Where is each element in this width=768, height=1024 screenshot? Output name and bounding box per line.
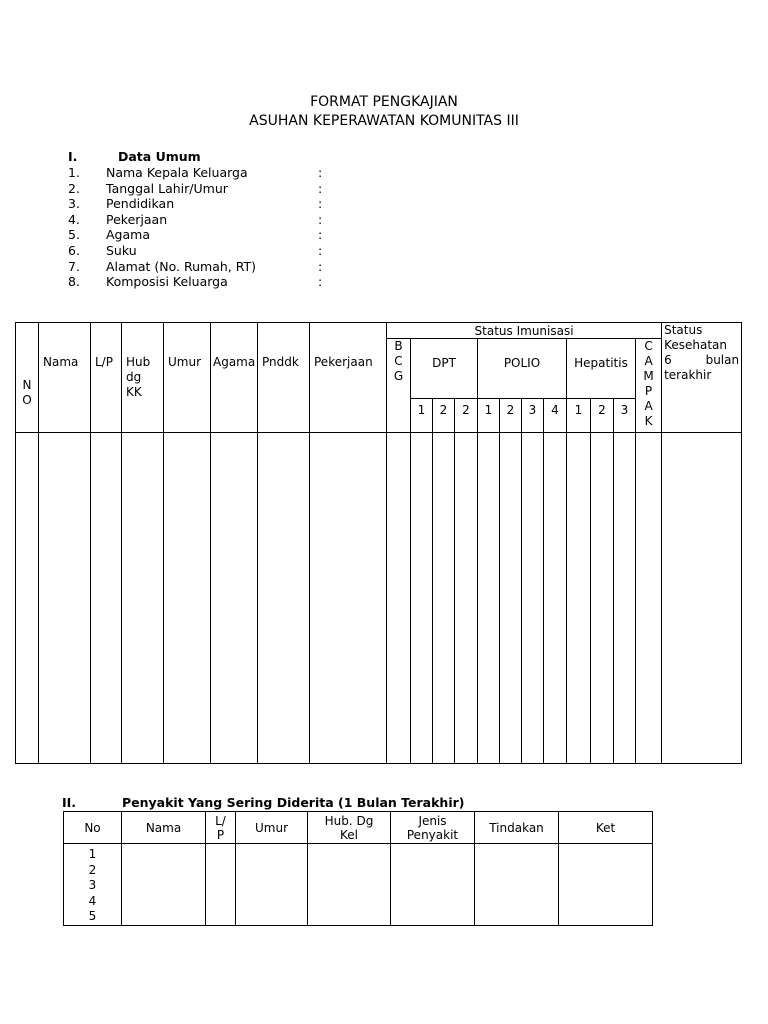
table-cell[interactable] bbox=[387, 433, 411, 764]
table-cell[interactable] bbox=[522, 433, 544, 764]
table-cell[interactable] bbox=[122, 433, 164, 764]
table-cell[interactable] bbox=[478, 433, 500, 764]
item-number: 6. bbox=[68, 242, 80, 258]
item-number: 7. bbox=[68, 258, 80, 274]
header-agama: Agama bbox=[211, 323, 258, 433]
table-cell[interactable] bbox=[559, 844, 653, 926]
header-no: No bbox=[64, 812, 122, 844]
header-dpt-2: 2 bbox=[433, 399, 455, 433]
form-subtitle: ASUHAN KEPERAWATAN KOMUNITAS III bbox=[249, 113, 519, 129]
header-pekerjaan: Pekerjaan bbox=[310, 323, 387, 433]
header-polio-4: 4 bbox=[544, 399, 567, 433]
item-label: Pekerjaan bbox=[106, 211, 168, 227]
section-heading bbox=[68, 149, 328, 165]
list-item bbox=[68, 274, 328, 290]
table-cell[interactable] bbox=[164, 433, 211, 764]
table-cell[interactable] bbox=[455, 433, 478, 764]
table-cell[interactable] bbox=[433, 433, 455, 764]
table-cell[interactable] bbox=[258, 433, 310, 764]
header-polio-2: 2 bbox=[500, 399, 522, 433]
item-colon: : bbox=[318, 180, 323, 196]
header-polio: POLIO bbox=[478, 339, 567, 399]
table-cell[interactable] bbox=[411, 433, 433, 764]
item-label: Tanggal Lahir/Umur bbox=[106, 180, 228, 196]
item-label: Suku bbox=[106, 242, 137, 258]
list-item bbox=[68, 243, 328, 259]
header-lp-line: L/ bbox=[215, 813, 226, 828]
table-cell[interactable] bbox=[662, 433, 742, 764]
section-number: II. bbox=[62, 795, 77, 810]
family-composition-table bbox=[15, 322, 742, 764]
header-umur: Umur bbox=[164, 323, 211, 433]
table-cell[interactable] bbox=[544, 433, 567, 764]
header-jenis-line: Jenis bbox=[418, 813, 447, 828]
row-number: 2 bbox=[88, 862, 97, 877]
item-label: Komposisi Keluarga bbox=[106, 274, 228, 290]
table-row bbox=[16, 433, 742, 764]
header-bcg-letter: C bbox=[394, 354, 403, 368]
item-colon: : bbox=[318, 165, 323, 180]
header-dpt-3: 2 bbox=[455, 399, 478, 433]
header-jenis-line: Penyakit bbox=[406, 827, 459, 842]
table-cell[interactable] bbox=[500, 433, 522, 764]
header-umur: Umur bbox=[236, 812, 308, 844]
section-penyakit-heading bbox=[62, 795, 465, 810]
header-nama: Nama bbox=[122, 812, 206, 844]
table-cell[interactable] bbox=[206, 844, 236, 926]
header-lp: L/P bbox=[91, 323, 122, 433]
header-hepatitis-2: 2 bbox=[591, 399, 614, 433]
header-campak-letter: A bbox=[644, 354, 653, 368]
item-colon: : bbox=[318, 258, 323, 274]
row-number: 5 bbox=[88, 909, 97, 923]
header-status-line: 6 bulan bbox=[664, 353, 740, 367]
item-number: 1. bbox=[68, 165, 80, 180]
header-lp-line: P bbox=[216, 827, 225, 842]
header-polio-3: 3 bbox=[522, 399, 544, 433]
table-cell[interactable] bbox=[391, 844, 475, 926]
header-bcg-letter: G bbox=[393, 369, 404, 383]
header-status-imunisasi: Status Imunisasi bbox=[387, 323, 662, 339]
header-bcg-letter: B bbox=[394, 339, 403, 353]
header-campak-letter: P bbox=[644, 384, 653, 398]
header-campak-letter: C bbox=[644, 339, 653, 353]
header-no-letter: N bbox=[22, 377, 32, 392]
header-campak-letter: M bbox=[643, 369, 654, 383]
header-campak-letter: A bbox=[644, 399, 653, 413]
table-cell[interactable] bbox=[475, 844, 559, 926]
item-colon: : bbox=[318, 196, 323, 212]
header-status-kesehatan bbox=[662, 323, 742, 433]
section-title: Penyakit Yang Sering Diderita (1 Bulan Terakhir) bbox=[122, 795, 465, 810]
table-cell[interactable] bbox=[236, 844, 308, 926]
list-item bbox=[68, 227, 328, 243]
table-cell[interactable] bbox=[591, 433, 614, 764]
header-campak bbox=[636, 339, 662, 433]
section-title: Data Umum bbox=[118, 149, 201, 164]
row-number: 3 bbox=[88, 878, 97, 892]
header-pnddk: Pnddk bbox=[258, 323, 310, 433]
header-dpt-1: 1 bbox=[411, 399, 433, 433]
header-campak-letter: K bbox=[644, 414, 653, 428]
list-item bbox=[68, 165, 328, 181]
item-number: 5. bbox=[68, 227, 80, 243]
item-colon: : bbox=[318, 242, 323, 258]
disease-table bbox=[63, 811, 653, 926]
table-cell[interactable] bbox=[211, 433, 258, 764]
table-cell[interactable] bbox=[614, 433, 636, 764]
item-colon: : bbox=[318, 211, 323, 227]
header-polio-1: 1 bbox=[478, 399, 500, 433]
header-bcg bbox=[387, 339, 411, 433]
header-hepatitis: Hepatitis bbox=[567, 339, 636, 399]
table-cell[interactable] bbox=[310, 433, 387, 764]
header-hub-line: Hub bbox=[126, 355, 151, 369]
item-label: Nama Kepala Keluarga bbox=[106, 165, 248, 180]
header-no bbox=[16, 323, 39, 433]
header-hepatitis-3: 3 bbox=[614, 399, 636, 433]
header-hub bbox=[308, 812, 391, 844]
header-nama: Nama bbox=[39, 323, 91, 433]
item-label: Agama bbox=[106, 227, 150, 243]
table-cell[interactable] bbox=[91, 433, 122, 764]
header-hub-line: Kel bbox=[340, 827, 358, 842]
row-number: 1 bbox=[88, 847, 97, 861]
form-title: FORMAT PENGKAJIAN bbox=[310, 94, 458, 110]
header-hub-line: KK bbox=[126, 385, 142, 399]
row-numbers bbox=[64, 844, 122, 926]
header-jenis-penyakit bbox=[391, 812, 475, 844]
list-item bbox=[68, 212, 328, 228]
item-colon: : bbox=[318, 274, 323, 290]
table-cell[interactable] bbox=[16, 433, 39, 764]
section-data-umum bbox=[68, 149, 328, 290]
header-lp bbox=[206, 812, 236, 844]
header-hub bbox=[122, 323, 164, 433]
table-cell[interactable] bbox=[122, 844, 206, 926]
table-cell[interactable] bbox=[636, 433, 662, 764]
item-number: 8. bbox=[68, 274, 80, 290]
section-number: I. bbox=[68, 149, 78, 164]
header-ket: Ket bbox=[559, 812, 653, 844]
table-cell[interactable] bbox=[567, 433, 591, 764]
item-number: 3. bbox=[68, 196, 80, 212]
row-number: 4 bbox=[88, 893, 97, 908]
list-item bbox=[68, 259, 328, 275]
header-dpt: DPT bbox=[411, 339, 478, 399]
item-label: Alamat (No. Rumah, RT) bbox=[106, 258, 257, 274]
header-hub-line: Hub. Dg bbox=[324, 813, 374, 828]
table-row bbox=[64, 844, 653, 926]
header-status-line: Status bbox=[664, 323, 703, 337]
header-hepatitis-1: 1 bbox=[567, 399, 591, 433]
list-item bbox=[68, 196, 328, 212]
item-number: 4. bbox=[68, 211, 80, 227]
item-colon: : bbox=[318, 227, 323, 243]
table-cell[interactable] bbox=[308, 844, 391, 926]
header-hub-line: dg bbox=[126, 370, 142, 384]
item-label: Pendidikan bbox=[106, 196, 175, 212]
item-number: 2. bbox=[68, 180, 80, 196]
header-status-line: terakhir bbox=[664, 368, 712, 382]
list-item bbox=[68, 181, 328, 197]
table-cell[interactable] bbox=[39, 433, 91, 764]
header-tindakan: Tindakan bbox=[475, 812, 559, 844]
header-no-letter: O bbox=[22, 392, 32, 407]
header-status-line: Kesehatan bbox=[664, 338, 728, 352]
